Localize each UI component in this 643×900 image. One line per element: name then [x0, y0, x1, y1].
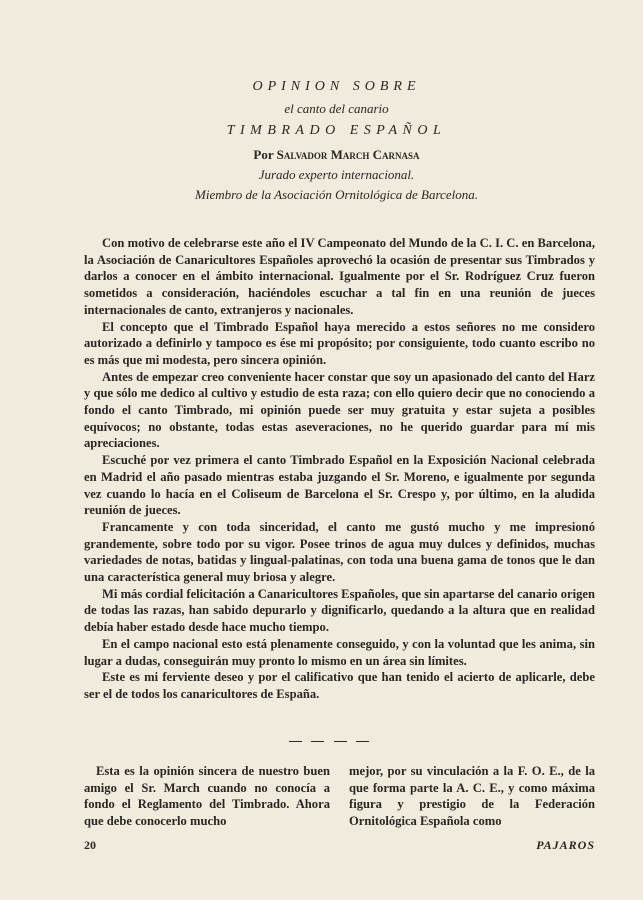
- separator-dash: [311, 741, 324, 747]
- paragraph: Con motivo de celebrarse este año el IV Campeonato del Mundo de la C. I. C. en Barcelona, la Asociación de Canaricultores Españoles aprovechó la ocasión de presentar sus Timbrados y darlos a conocer en el ámbito internacional. Igualmente por el Sr. Rodríguez Cruz fueron sometidos a consideración, haciéndoles escuchar a tal fin en una reunión de jueces internacionales de canto, extranjeros y nacionales.: [84, 236, 595, 317]
- separator-dash: [356, 741, 369, 747]
- magazine-name: PAJAROS: [536, 838, 595, 852]
- author-role-2: Miembro de la Asociación Ornitológica de Barcelona.: [195, 187, 478, 202]
- article-subtitle: el canto del canario: [284, 101, 389, 116]
- paragraph: En el campo nacional esto está plenamente conseguido, y con la voluntad que les anima, sin lugar a dudas, conseguirán muy pronto lo mismo en un área sin límites.: [84, 636, 595, 668]
- note-text-left: Esta es la opinión sincera de nuestro buen amigo el Sr. March cuando no conocía a fondo el Reglamento del Timbrado. Ahora que debe conocerlo mucho: [84, 764, 330, 829]
- note-text-right: mejor, por su vinculación a la F. O. E., de la que forma parte la A. C. E., y como máxima figura y prestigio de la Federación Ornitológica Española como: [349, 764, 595, 829]
- paragraph: Antes de empezar creo conveniente hacer constar que soy un apasionado del canto del Harz y que sólo me dedico al cultivo y estudio de esta raza; con ello quiero decir que no conociendo a fondo el canto Timbrado, mi opinión puede ser muy gratuita y estar sujeta a posibles equívocos; no obstante, todas estas aseveraciones, no he querido guardar para mí mis apreciaciones.: [84, 369, 595, 451]
- editorial-note: [84, 763, 595, 830]
- byline: [0, 147, 643, 163]
- paragraph: Este es mi ferviente deseo y por el calificativo que han tenido el acierto de aplicarle, debe ser el de todos los canaricultores de España.: [84, 670, 595, 701]
- note-column-right: [349, 763, 595, 830]
- separator-dash: [334, 741, 347, 747]
- paragraph: Escuché por vez primera el canto Timbrado Español en la Exposición Nacional celebrada en Madrid el año pasado mientras estaba juzgando el Sr. Moreno, e igualmente por segunda vez cuando lo hacía en el Coliseum de Barcelona el Sr. Crespo y, por último, en la aludida reunión de jueces.: [84, 453, 595, 518]
- paragraph: Mi más cordial felicitación a Canaricultores Españoles, que sin apartarse del canario origen de todas las razas, han sabido depurarlo y dignificarlo, quedando a la altura que en realidad debía haber estado desde hace mucho tiempo.: [84, 586, 595, 635]
- author-name: Salvador March Carnasa: [276, 147, 420, 162]
- article-title-line-2: TIMBRADO ESPAÑOL: [226, 123, 447, 138]
- paragraph: El concepto que el Timbrado Español haya merecido a estos señores no me considero autorizado a definirlo y tampoco es ése mi propósito; por consiguiente, todo cuanto escribo no es más que mi modesta, pero sincera opinión.: [84, 319, 595, 367]
- note-column-left: [84, 763, 330, 830]
- article-header: [0, 78, 643, 203]
- article-body: [84, 235, 595, 703]
- byline-prefix: Por: [253, 147, 274, 162]
- section-separator: [289, 735, 369, 747]
- article-title-line-1: OPINION SOBRE: [252, 79, 421, 94]
- separator-dash: [289, 741, 302, 747]
- page-number: 20: [84, 838, 96, 852]
- page-footer: [84, 838, 595, 854]
- paragraph: Francamente y con toda sinceridad, el canto me gustó mucho y me impresionó grandemente, sobre todo por su vigor. Posee trinos de agua muy dulces y definidos, muchas variedades de notas, batidas y lingual-palatinas, con toda una buena gama de tonos que le dan una característica general muy briosa y alegre.: [84, 519, 595, 585]
- author-role-1: Jurado experto internacional.: [258, 167, 415, 182]
